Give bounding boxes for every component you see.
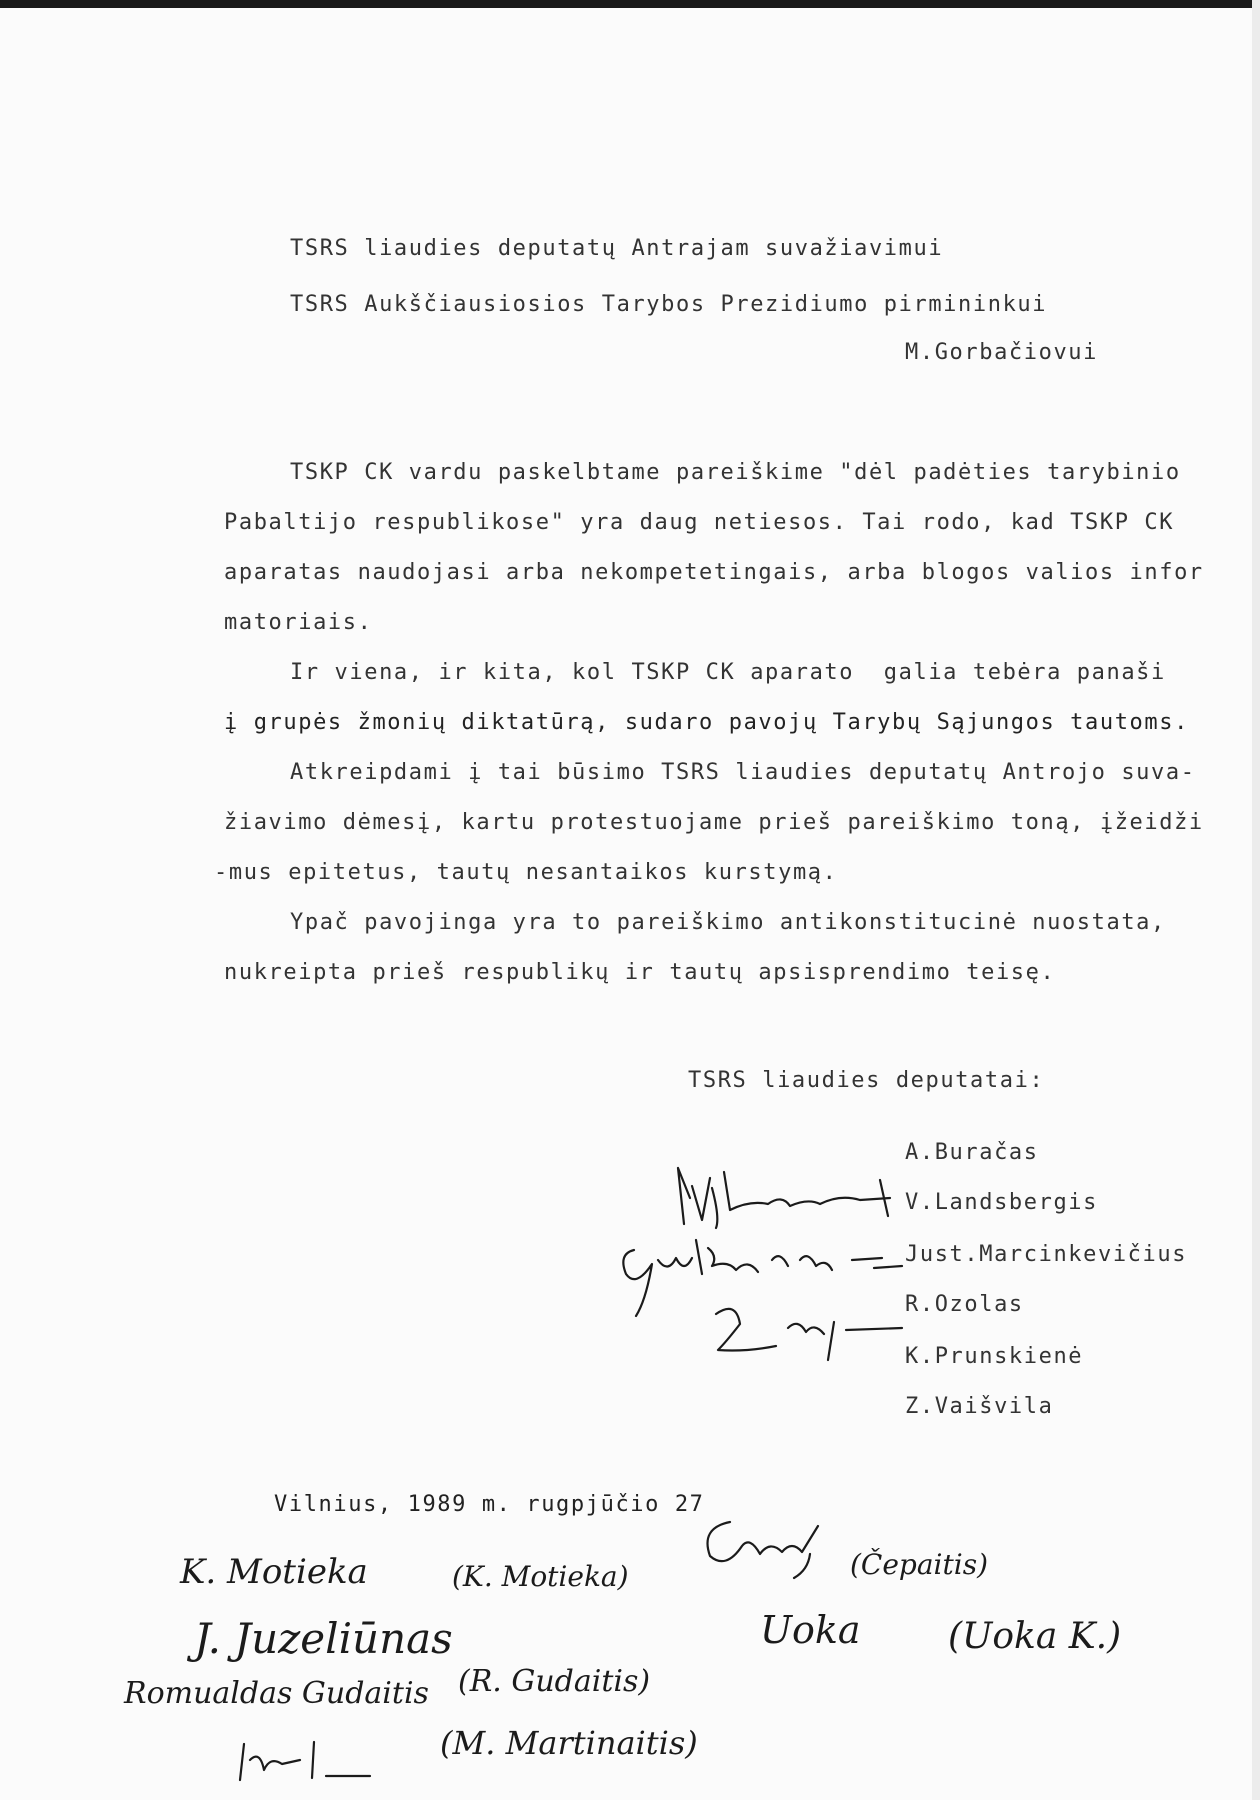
signatory-name: Z.Vaišvila bbox=[905, 1394, 1054, 1419]
handwritten-name-gudaitis: (R. Gudaitis) bbox=[458, 1664, 651, 1699]
scan-top-border bbox=[0, 0, 1260, 8]
document-page bbox=[0, 8, 1252, 1800]
signatory-name: Just.Marcinkevičius bbox=[905, 1242, 1188, 1267]
body-line: žiavimo dėmesį, kartu protestuojame prieš pareiškimo toną, įžeidži bbox=[224, 810, 1204, 835]
handwritten-name-cepaitis: (Čepaitis) bbox=[850, 1548, 988, 1581]
signature-martinaitis bbox=[230, 1720, 390, 1790]
signature-landsbergis bbox=[650, 1158, 910, 1238]
handwritten-signature-motieka: K. Motieka bbox=[180, 1552, 368, 1592]
handwritten-name-martinaitis: (M. Martinaitis) bbox=[440, 1724, 698, 1762]
body-line: į grupės žmonių diktatūrą, sudaro pavojų Tarybų Sąjungos tautoms. bbox=[224, 710, 1189, 735]
addressee-line-2: TSRS Aukščiausiosios Tarybos Prezidiumo pirmininkui bbox=[290, 292, 1048, 317]
body-line: Ypač pavojinga yra to pareiškimo antikonstitucinė nuostata, bbox=[290, 910, 1166, 935]
signature-cepaitis bbox=[690, 1506, 860, 1586]
addressee-line-3: M.Gorbačiovui bbox=[905, 340, 1098, 365]
body-line: Pabaltijo respublikose" yra daug netiesos. Tai rodo, kad TSKP CK bbox=[224, 510, 1175, 535]
body-line: aparatas naudojasi arba nekompetetingais, arba blogos valios infor bbox=[224, 560, 1204, 585]
body-line: nukreipta prieš respublikų ir tautų apsisprendimo teisę. bbox=[224, 960, 1056, 985]
handwritten-signature-gudaitis: Romualdas Gudaitis bbox=[124, 1676, 429, 1711]
handwritten-name-motieka: (K. Motieka) bbox=[452, 1560, 629, 1593]
body-line: matoriais. bbox=[224, 610, 373, 635]
signature-ozolas bbox=[706, 1294, 906, 1364]
body-line: TSKP CK vardu paskelbtame pareiškime "dėl padėties tarybinio bbox=[290, 460, 1181, 485]
signatory-name: R.Ozolas bbox=[905, 1292, 1024, 1317]
handwritten-signature-uoka: Uoka bbox=[760, 1608, 861, 1652]
signatories-heading: TSRS liaudies deputatai: bbox=[688, 1068, 1045, 1093]
addressee-line-1: TSRS liaudies deputatų Antrajam suvažiavimui bbox=[290, 236, 944, 261]
body-line: Ir viena, ir kita, kol TSKP CK aparato galia tebėra panaši bbox=[290, 660, 1166, 685]
signatory-name: K.Prunskienė bbox=[905, 1344, 1084, 1369]
place-date: Vilnius, 1989 m. rugpjūčio 27 bbox=[274, 1492, 705, 1517]
body-line: Atkreipdami į tai būsimo TSRS liaudies deputatų Antrojo suva- bbox=[290, 760, 1196, 785]
signatory-name: V.Landsbergis bbox=[905, 1190, 1098, 1215]
handwritten-signature-juzeliunas: J. Juzeliūnas bbox=[194, 1614, 453, 1663]
body-line: -mus epitetus, tautų nesantaikos kurstymą. bbox=[214, 860, 838, 885]
signatory-name: A.Buračas bbox=[905, 1140, 1039, 1165]
handwritten-name-uoka: (Uoka K.) bbox=[948, 1616, 1122, 1657]
scan-right-edge bbox=[1252, 0, 1260, 1800]
